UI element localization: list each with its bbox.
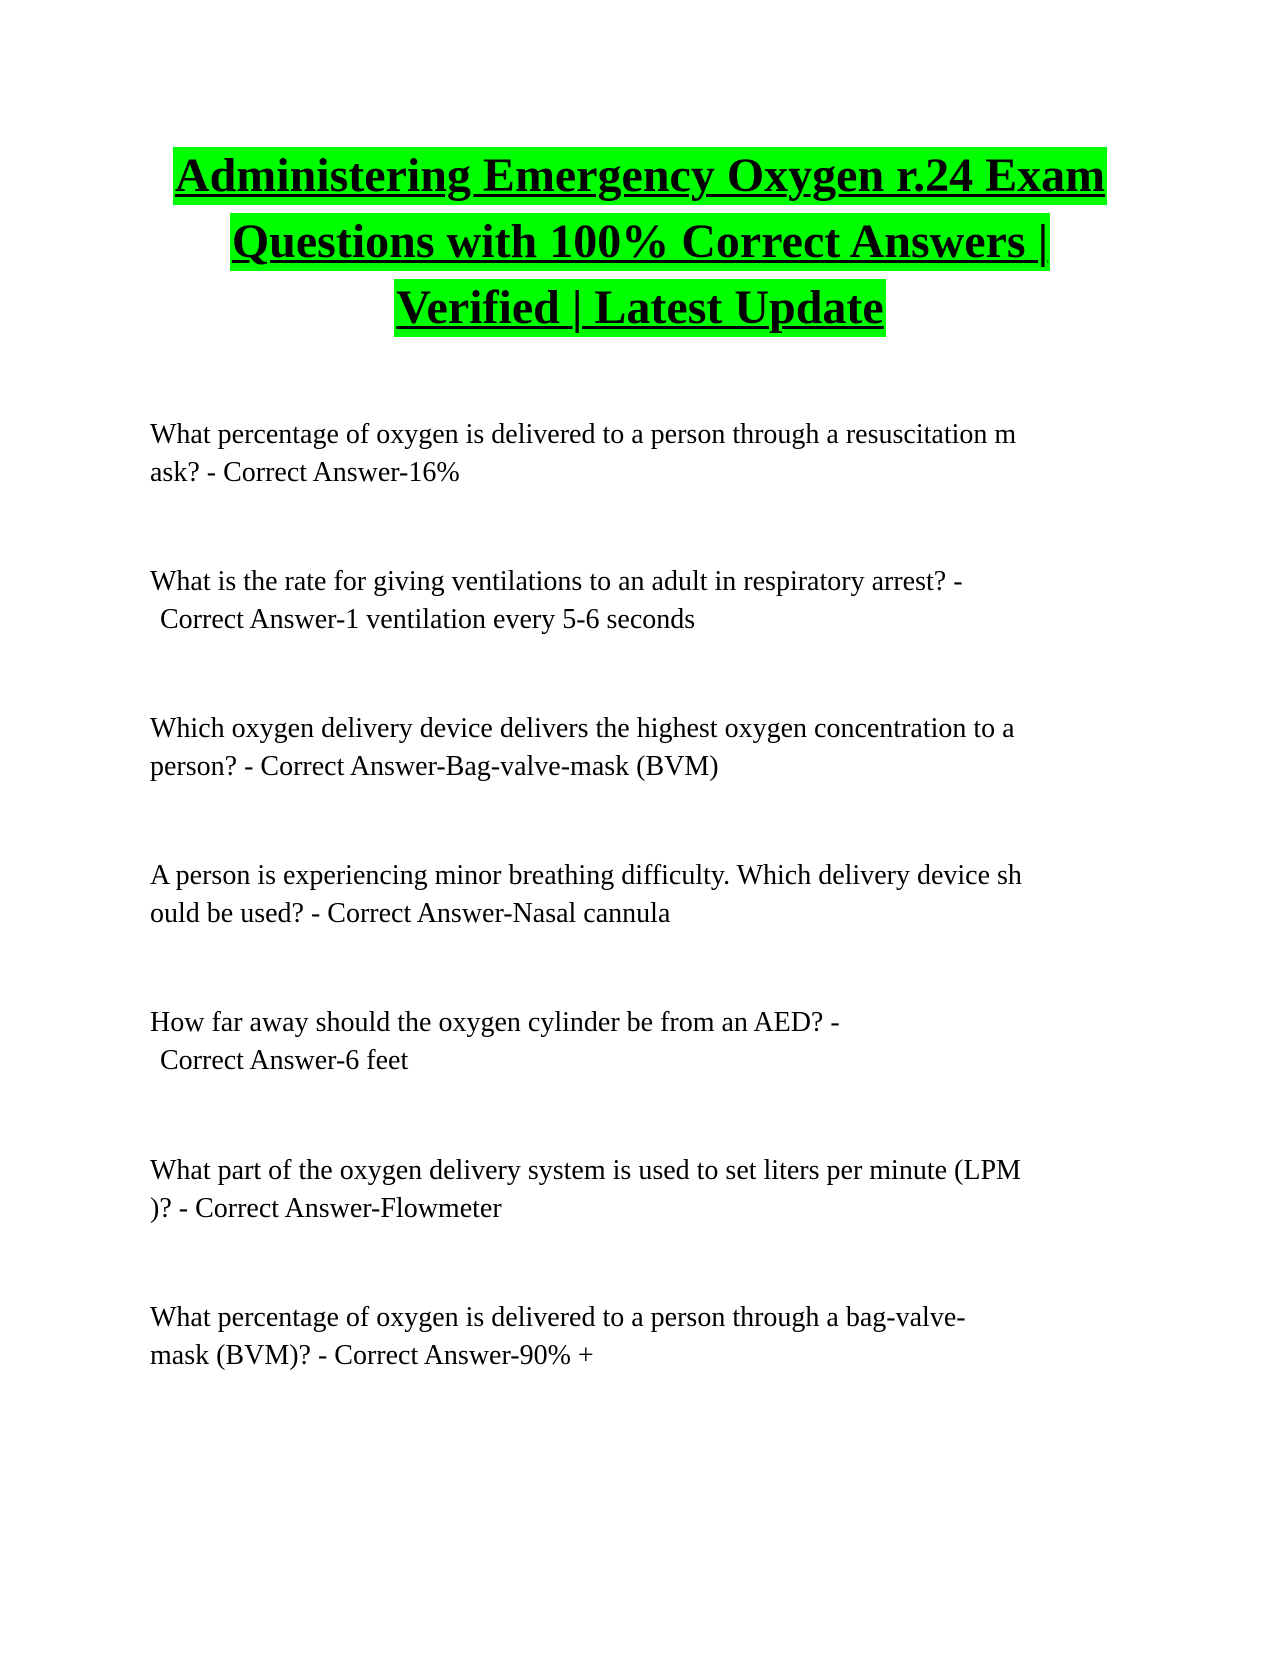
answer-line: ould be used? - Correct Answer-Nasal cannula: [150, 898, 671, 929]
question-line: How far away should the oxygen cylinder be from an AED? -: [150, 1007, 840, 1038]
question-line: What percentage of oxygen is delivered to a person through a resuscitation m: [150, 419, 1017, 450]
title-text-3: Verified | Latest Update: [394, 279, 885, 337]
qa-item: [150, 1004, 1130, 1080]
title-text-1: Administering Emergency Oxygen r.24 Exam: [173, 147, 1107, 205]
answer-line: mask (BVM)? - Correct Answer-90% +: [150, 1340, 594, 1371]
question-line: What percentage of oxygen is delivered to a person through a bag-valve-: [150, 1302, 966, 1333]
document-title: [120, 147, 1160, 345]
qa-item: [150, 857, 1130, 933]
answer-line: person? - Correct Answer-Bag-valve-mask (BVM): [150, 751, 719, 782]
title-line-3: [120, 279, 1160, 345]
qa-item: [150, 710, 1130, 786]
question-line: A person is experiencing minor breathing difficulty. Which delivery device sh: [150, 860, 1022, 891]
answer-line: )? - Correct Answer-Flowmeter: [150, 1193, 502, 1224]
answer-line: Correct Answer-6 feet: [160, 1045, 409, 1076]
question-line: What is the rate for giving ventilations to an adult in respiratory arrest? -: [150, 566, 963, 597]
answer-line: Correct Answer-1 ventilation every 5-6 seconds: [160, 604, 696, 635]
qa-item: [150, 416, 1130, 492]
qa-item: [150, 1152, 1130, 1228]
qa-item: [150, 1299, 1130, 1375]
title-line-1: [120, 147, 1160, 213]
question-line: What part of the oxygen delivery system is used to set liters per minute (LPM: [150, 1155, 1021, 1186]
question-line: Which oxygen delivery device delivers the highest oxygen concentration to a: [150, 713, 1015, 744]
answer-line: ask? - Correct Answer-16%: [150, 457, 460, 488]
title-line-2: [120, 213, 1160, 279]
title-text-2: Questions with 100% Correct Answers |: [230, 213, 1050, 271]
qa-item: [150, 563, 1130, 639]
